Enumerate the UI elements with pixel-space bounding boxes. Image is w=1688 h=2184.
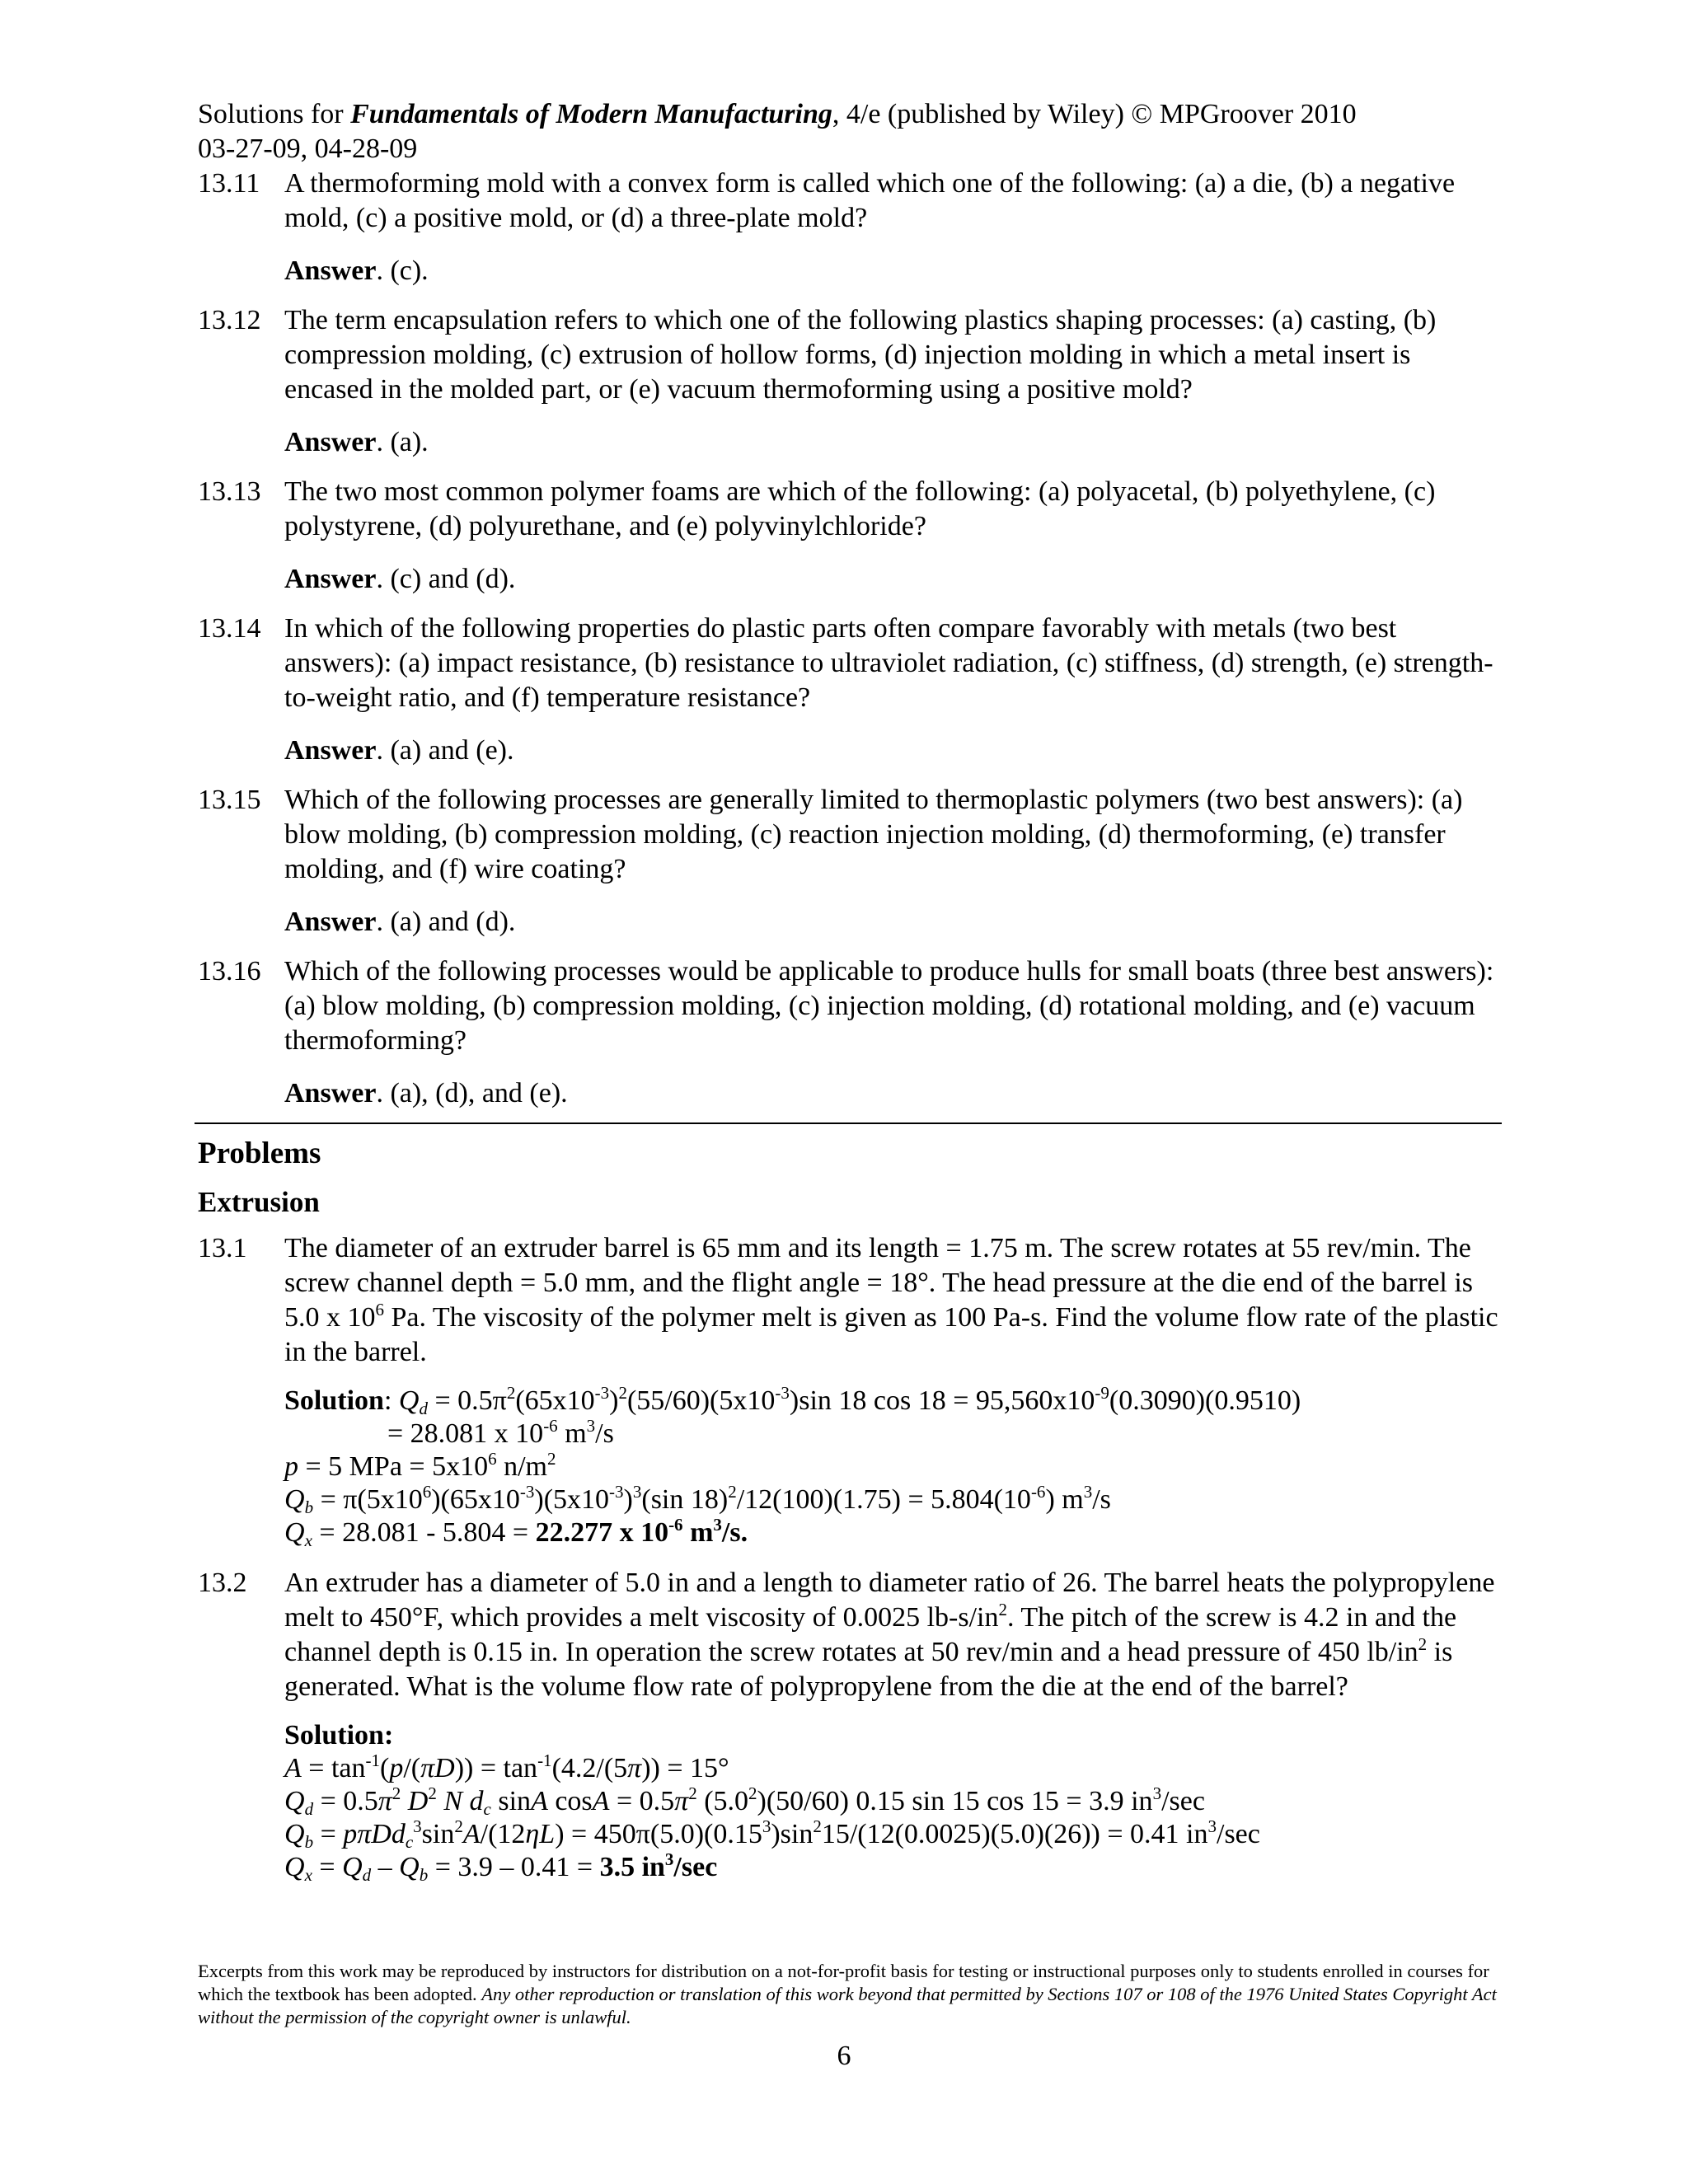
document-page — [198, 97, 1500, 1884]
solution-line: $Q_b = \pi(5x10^6)(65x10^{-3})(5x10^{-3})^3(\sin$ $18)^2/12(100)(1.75) = 5.804(10^{-6})$ $m^3/s$ — [284, 1482, 1111, 1517]
solution-line: $A = \tan^{-1}(p/(\pi D)) = \tan^{-1}(4.2/(5\pi)) = 15^\circ$ — [284, 1750, 729, 1783]
question-item — [198, 783, 1500, 887]
question-text: The term encapsulation refers to which one of the following plastics shaping processes: (a) casting, (b) compression molding, (c) extrusion of hollow forms, (d) injection molding in which a metal insert is encased in the molded part, or (e) vacuum thermoforming using a positive mold? — [284, 305, 1437, 405]
question-number: 13.16 — [198, 956, 261, 987]
question-answer: Answer. (a), (d), and (e). — [284, 1078, 568, 1108]
problem-number: 13.1 — [198, 1233, 247, 1263]
question-number: 13.14 — [198, 613, 261, 644]
question-answer: Answer. (c) and (d). — [284, 564, 516, 594]
problems-heading: Problems — [198, 1137, 321, 1170]
question-text: A thermoforming mold with a convex form is called which one of the following: (a) a die, (b) a negative mold, (c) a positive mold, or (d) a three-plate mold? — [284, 168, 1456, 233]
header-prefix: Solutions for — [198, 99, 351, 129]
question-number: 13.11 — [198, 168, 260, 199]
question-number: 13.12 — [198, 305, 261, 335]
question-item — [198, 475, 1500, 544]
question-number: 13.15 — [198, 785, 261, 815]
problem-text: The diameter of an extruder barrel is 65 mm and its length = 1.75 m. The screw rotates at 55 rev/min. The screw channel depth = 5.0 mm, and the flight angle = 18°. The head pressure at the die end of the barrel is 5.0 x $10^6$ Pa. The viscosity of the polymer melt is given as 100 Pa-s. Find the volume flow rate of the plastic in the barrel. — [284, 1233, 1498, 1367]
question-answer: Answer. (a). — [284, 427, 429, 457]
footer-notice-italic: Any other reproduction or translation of this work beyond that permitted by Sections 107 or 108 of the 1976 United States Copyright Act without the permission of the copyright owner is unlawful. — [198, 1984, 1497, 2027]
solution-line: $Q_x = 28.081 - 5.804 = 22.277$ x $10^{-6}$ $m^3/s$. — [284, 1515, 748, 1550]
copyright-footer — [198, 1960, 1500, 2029]
question-answer: Answer. (a) and (d). — [284, 907, 516, 937]
question-text: Which of the following processes are generally limited to thermoplastic polymers (two best answers): (a) blow molding, (b) compression molding, (c) reaction injection molding, (d) thermoforming, (e) transfer molding, and (f) wire coating? — [284, 785, 1463, 884]
footer-notice: Excerpts from this work may be reproduced by instructors for distribution on a not-for-profit basis for testing or instructional purposes only to students enrolled in courses for which the textbook has been adopted. — [198, 1961, 1489, 2004]
solution-line: = 28.081 x $10^{-6}$ $m^3/s$ — [387, 1416, 614, 1449]
solution-line: $Q_b = p\pi Dd_c^3\sin^2A/(12\eta L) = 450\pi(5.0)(0.15^3)\sin^215/(12(0.0025)(5.0)(26)) = 0.41$ $in^3/\sec$ — [284, 1816, 1260, 1852]
solution-13-2 — [198, 1719, 1500, 1884]
question-list — [198, 166, 1500, 1111]
problem-13-1 — [198, 1231, 1500, 1370]
solution-line: Solution: $Q_d = 0.5\pi^2(65x10^{-3})^2(55/60)(5x10^{-3})\sin$ 18 $\cos 18 = 95,560x10^{-9}(0.3090)(0.9510)$ — [284, 1383, 1301, 1418]
header-suffix: , 4/e (published by Wiley) © MPGroover 2010 — [832, 99, 1357, 129]
question-number: 13.13 — [198, 476, 261, 507]
header-dates: 03-27-09, 04-28-09 — [198, 134, 418, 164]
problem-number: 13.2 — [198, 1568, 247, 1598]
page-number: 6 — [837, 2041, 851, 2071]
question-text: The two most common polymer foams are which of the following: (a) polyacetal, (b) polyethylene, (c) polystyrene, (d) polyurethane, and (e) polyvinylchloride? — [284, 476, 1436, 541]
book-title: Fundamentals of Modern Manufacturing — [350, 99, 832, 129]
problem-13-2 — [198, 1566, 1500, 1704]
problem-text: An extruder has a diameter of 5.0 in and a length to diameter ratio of 26. The barrel heats the polypropylene melt to 450°F, which provides a melt viscosity of 0.0025 $lb-s/in^2$. The pitch of the screw is 4.2 in and the channel depth is 0.15 in. In operation the screw rotates at 50 rev/min and a head pressure of 450 $lb/in^2$ is generated. What is the volume flow rate of polypropylene from the die at the end of the barrel? — [284, 1568, 1495, 1702]
question-item — [198, 166, 1500, 236]
extrusion-heading: Extrusion — [198, 1186, 320, 1218]
solution-line: Solution: — [284, 1720, 394, 1750]
question-answer: Answer. (a) and (e). — [284, 735, 514, 766]
solution-line: $Q_d = 0.5\pi^2$ $D^2$ N $d_c$ sinA $\cos A = 0.5\pi^2$ $(5.0^2)(50/60)$ 0.15 sin 15 cos 15 = 3.9 $in^3/\sec$ — [284, 1783, 1205, 1819]
question-text: Which of the following processes would be applicable to produce hulls for small boats (three best answers): (a) blow molding, (b) compression molding, (c) injection molding, (d) rotational molding, and (e) vacuum thermoforming? — [284, 956, 1494, 1056]
question-item — [198, 612, 1500, 715]
running-header — [198, 97, 1500, 166]
question-item — [198, 303, 1500, 407]
question-item — [198, 954, 1500, 1058]
question-text: In which of the following properties do plastic parts often compare favorably with metals (two best answers): (a) impact resistance, (b) resistance to ultraviolet radiation, (c) stiffness, (d) strength, (e) strength-to-weight ratio, and (f) temperature resistance? — [284, 613, 1493, 713]
solution-line: p = 5 MPa = $5x10^6$ $n/m^2$ — [284, 1449, 556, 1482]
solution-line: $Q_x = Q_d - Q_b = 3.9 - 0.41 = 3.5$ $in^3/\sec$ — [284, 1849, 718, 1885]
section-divider — [195, 1122, 1502, 1124]
question-answer: Answer. (c). — [284, 255, 429, 286]
solution-13-1 — [198, 1385, 1500, 1549]
